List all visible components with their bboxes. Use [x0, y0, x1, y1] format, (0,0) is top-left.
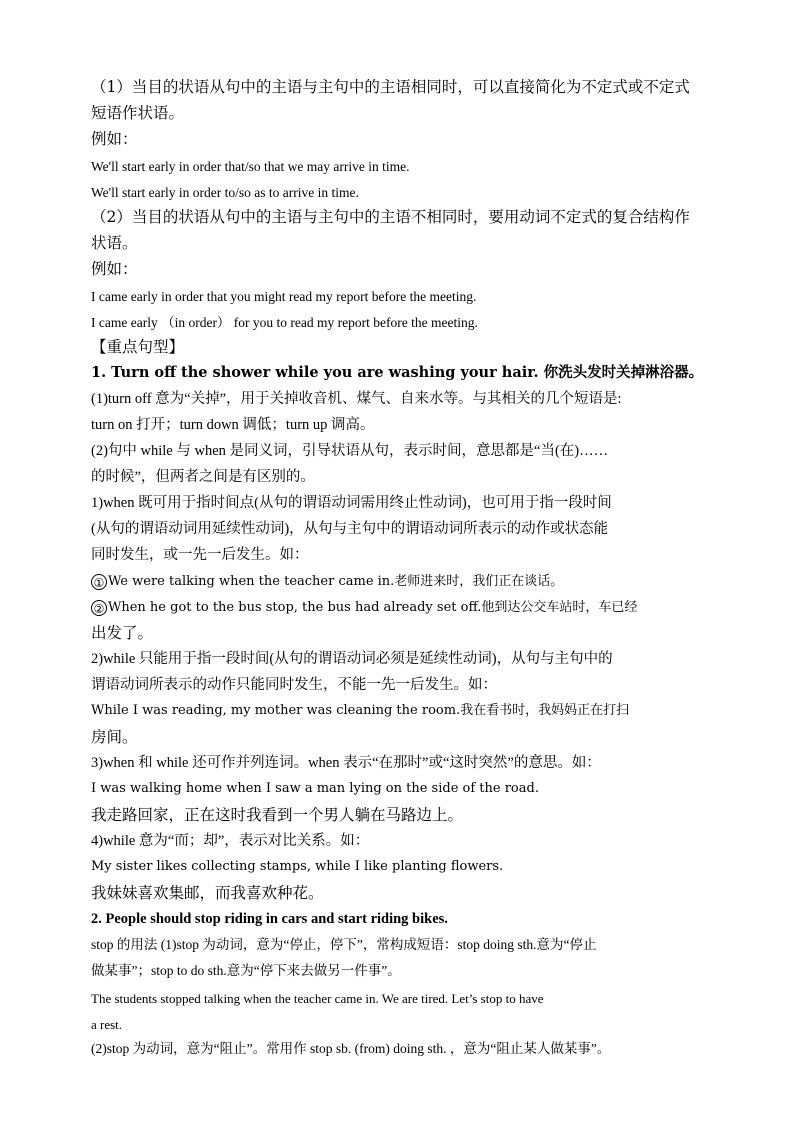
section-heading: 【重点句型】: [91, 338, 185, 356]
text-line: (1)turn off 意为“关掉”，用于关掉收音机、煤气、自来水等。与其相关的几个短语是:: [91, 391, 622, 407]
example-sentence: I came early in order that you might read my report before the meeting.: [91, 289, 477, 304]
text-line: 做某事”；stop to do sth.意为“停下来去做另一件事”。: [91, 963, 401, 978]
text-line: (从句的谓语动词用延续性动词)，从句与主句中的谓语动词所表示的动作或状态能: [91, 521, 609, 537]
example-sentence: We'll start early in order to/so as to arrive in time.: [91, 185, 359, 200]
text-line: 4)while 意为“而；却”，表示对比关系。如：: [91, 833, 370, 849]
numbered-example: [91, 574, 563, 590]
text-line: 1)when 既可用于指时间点(从句的谓语动词需用终止性动词)，也可用于指一段时间: [91, 495, 612, 511]
example-text: When he got to the bus stop, the bus had already set off.他到达公交车站时，车已经: [108, 600, 638, 615]
text-line: stop 的用法 (1)stop 为动词，意为“停止，停下”，常构成短语：stop doing sth.意为“停止: [91, 937, 597, 952]
translation-line: 我走路回家，正在这时我看到一个男人躺在马路边上。: [91, 806, 464, 824]
example-sentence: While I was reading, my mother was cleaning the room.我在看书时，我妈妈正在打扫: [91, 703, 630, 718]
example-sentence: I was walking home when I saw a man lying on the side of the road.: [91, 781, 539, 796]
text-line: turn on 打开；turn down 调低；turn up 调高。: [91, 417, 375, 433]
text-line: （2）当目的状语从句中的主语与主句中的主语不相同时，要用动词不定式的复合结构作: [91, 208, 690, 226]
text-line: （1）当目的状语从句中的主语与主句中的主语相同时，可以直接简化为不定式或不定式: [91, 78, 690, 96]
text-line: 出发了。: [91, 624, 154, 642]
text-line: 状语。: [91, 234, 138, 252]
example-sentence: The students stopped talking when the teacher came in. We are tired. Let’s stop to have: [91, 991, 544, 1006]
example-sentence: a rest.: [91, 1017, 123, 1032]
example-sentence: We'll start early in order that/so that we may arrive in time.: [91, 159, 410, 174]
text-line: 例如：: [91, 130, 138, 148]
text-line: (2)stop 为动词，意为“阻止”。常用作 stop sb. (from) doing sth. ，意为“阻止某人做某事”。: [91, 1041, 611, 1056]
numbered-example: [91, 600, 637, 616]
key-sentence-heading: 2. People should stop riding in cars and start riding bikes.: [91, 911, 448, 927]
text-line: 2)while 只能用于指一段时间(从句的谓语动词必须是延续性动词)，从句与主句中的: [91, 651, 613, 667]
circled-number-marker: ①: [91, 574, 107, 590]
example-text: We were talking when the teacher came in.老师进来时，我们正在谈话。: [108, 574, 564, 589]
translation-line: 我妹妹喜欢集邮，而我喜欢种花。: [91, 884, 324, 902]
example-sentence: My sister likes collecting stamps, while I like planting flowers.: [91, 859, 504, 874]
circled-number-marker: ②: [91, 600, 107, 616]
text-line: 谓语动词所表示的动作只能同时发生，不能一先一后发生。如：: [91, 677, 497, 693]
example-sentence: I came early （in order） for you to read my report before the meeting.: [91, 315, 478, 330]
text-line: 的时候”，但两者之间是有区别的。: [91, 469, 315, 485]
text-line: 3)when 和 while 还可作并列连词。when 表示“在那时”或“这时突然”的意思。如：: [91, 755, 601, 771]
key-sentence-heading: 1. Turn off the shower while you are washing your hair. 你洗头发时关掉淋浴器。: [91, 364, 704, 381]
text-line: (2)句中 while 与 when 是同义词，引导状语从句，表示时间，意思都是“当(在)……: [91, 443, 609, 459]
text-line: 同时发生，或一先一后发生。如：: [91, 547, 309, 563]
text-line: 例如：: [91, 260, 138, 278]
text-line: 短语作状语。: [91, 104, 185, 122]
text-line: 房间。: [91, 728, 138, 746]
